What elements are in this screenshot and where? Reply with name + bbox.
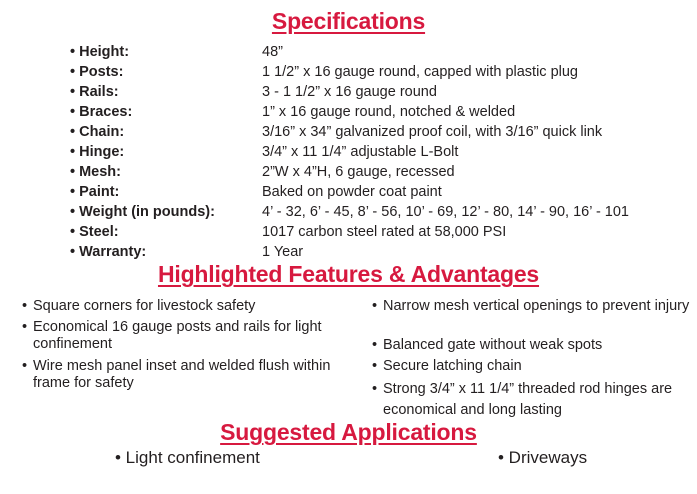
bullet: • bbox=[372, 381, 378, 397]
spec-label: • Weight (in pounds): bbox=[70, 204, 215, 220]
bullet: • bbox=[22, 319, 28, 335]
bullet: • bbox=[372, 358, 378, 374]
feature-text: Narrow mesh vertical openings to prevent injury bbox=[383, 298, 690, 314]
spec-value: 48” bbox=[262, 44, 283, 60]
feature-item bbox=[22, 319, 333, 353]
specifications-heading: Specifications bbox=[271, 8, 426, 34]
spec-value: Baked on powder coat paint bbox=[262, 184, 442, 200]
spec-label: • Rails: bbox=[70, 84, 119, 100]
spec-value: 3/4” x 11 1/4” adjustable L-Bolt bbox=[262, 144, 459, 160]
applications-heading: Suggested Applications bbox=[220, 419, 477, 445]
spec-value: 2”W x 4”H, 6 gauge, recessed bbox=[262, 164, 455, 180]
spec-value: 1017 carbon steel rated at 58,000 PSI bbox=[262, 224, 507, 240]
spec-value: 1 1/2” x 16 gauge round, capped with plastic plug bbox=[262, 64, 578, 80]
feature-text: Secure latching chain bbox=[383, 358, 522, 374]
application-item: • Light confinement bbox=[115, 448, 260, 467]
feature-text: Balanced gate without weak spots bbox=[383, 337, 603, 353]
spec-value: 3/16” x 34” galvanized proof coil, with 3/16” quick link bbox=[262, 124, 603, 140]
spec-label: • Chain: bbox=[70, 124, 125, 140]
feature-text: Wire mesh panel inset and welded flush within frame for safety bbox=[33, 358, 331, 391]
spec-label: • Paint: bbox=[70, 184, 120, 200]
spec-label: • Hinge: bbox=[70, 144, 125, 160]
spec-label: • Steel: bbox=[70, 224, 119, 240]
features-heading: Highlighted Features & Advantages bbox=[157, 261, 540, 287]
feature-item bbox=[372, 298, 697, 315]
bullet: • bbox=[22, 358, 28, 374]
spec-value: 1” x 16 gauge round, notched & welded bbox=[262, 104, 516, 120]
feature-text: Square corners for livestock safety bbox=[33, 298, 256, 314]
spec-label: • Mesh: bbox=[70, 164, 121, 180]
spec-label: • Height: bbox=[70, 44, 130, 60]
feature-item bbox=[22, 298, 353, 315]
spec-label: • Braces: bbox=[70, 104, 133, 120]
spec-label: • Posts: bbox=[70, 64, 124, 80]
feature-item bbox=[22, 358, 333, 392]
feature-item bbox=[372, 358, 697, 375]
application-item: • Driveways bbox=[498, 448, 588, 467]
feature-item bbox=[372, 379, 693, 421]
feature-text: Strong 3/4” x 11 1/4” threaded rod hinges are economical and long lasting bbox=[383, 381, 673, 418]
spec-value: 1 Year bbox=[262, 244, 304, 260]
spec-value: 3 - 1 1/2” x 16 gauge round bbox=[262, 84, 437, 100]
bullet: • bbox=[372, 298, 378, 314]
bullet: • bbox=[372, 337, 378, 353]
feature-item bbox=[372, 337, 697, 354]
spec-label: • Warranty: bbox=[70, 244, 147, 260]
feature-text: Economical 16 gauge posts and rails for light confinement bbox=[33, 319, 322, 352]
bullet: • bbox=[22, 298, 28, 314]
spec-value: 4’ - 32, 6’ - 45, 8’ - 56, 10’ - 69, 12’ - 80, 14’ - 90, 16’ - 101 bbox=[262, 204, 629, 220]
